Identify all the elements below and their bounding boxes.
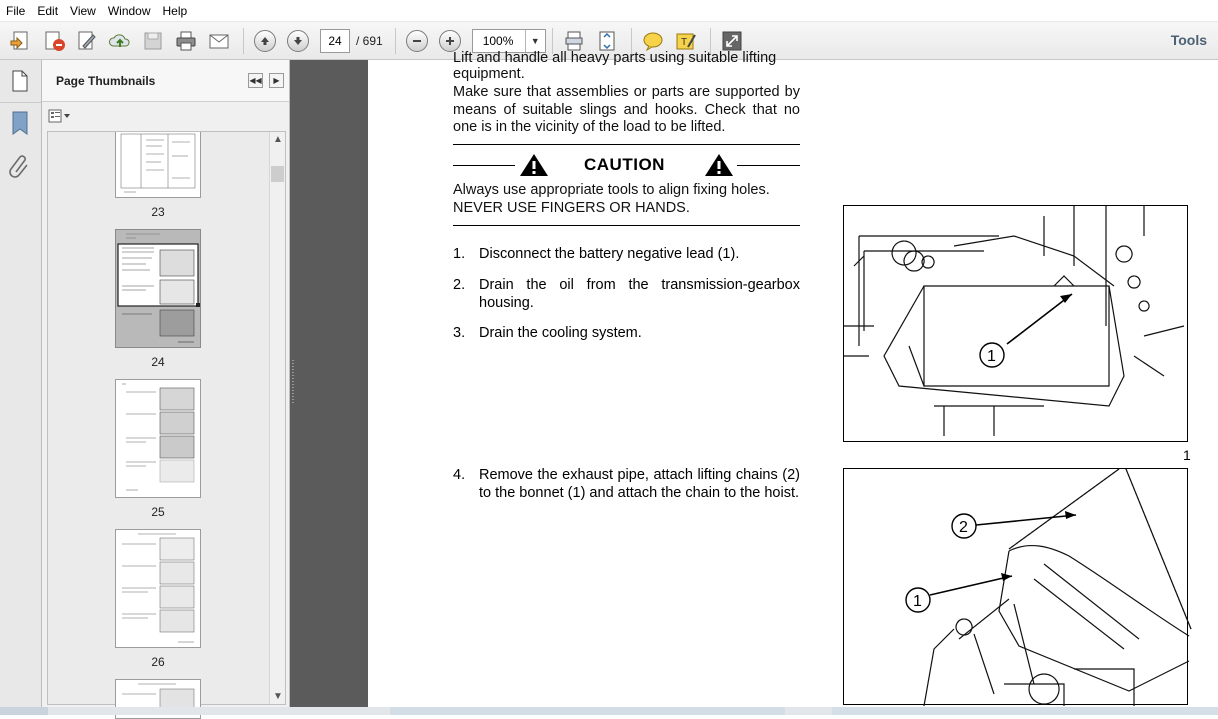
battery-illustration	[844, 206, 1189, 443]
page-total: / 691	[356, 33, 383, 48]
save-button[interactable]	[138, 26, 168, 56]
figure-battery	[843, 205, 1188, 442]
zoom-out-button[interactable]	[402, 26, 432, 56]
thumbnails-title: Page Thumbnails	[56, 73, 156, 88]
tools-button[interactable]: Tools	[1170, 32, 1207, 48]
thumbnail-page-24[interactable]	[115, 229, 201, 348]
caution-heading	[453, 153, 800, 177]
options-menu-icon	[48, 109, 72, 123]
intro-paragraph: Make sure that assemblies or parts are supported by means of suitable slings and hooks. Check that no one is in the vicinity of the load to be lifted.	[453, 84, 800, 136]
menu-file[interactable]: File	[6, 3, 26, 18]
email-button[interactable]	[204, 26, 234, 56]
thumbnail-label-25: 25	[151, 505, 165, 519]
menu-bar	[0, 0, 1218, 22]
comment-icon	[42, 29, 66, 53]
step-4	[453, 467, 803, 527]
highlight-text-icon	[674, 29, 698, 53]
thumbnail-preview	[116, 530, 200, 647]
thumbnail-label-26: 26	[151, 655, 165, 669]
nav-divider	[0, 102, 42, 103]
scrollbar-thumb[interactable]	[271, 166, 284, 182]
step-2	[453, 277, 803, 317]
thumbnail-page-25[interactable]	[115, 379, 201, 498]
double-chevron-left-icon: ◀◀	[249, 76, 262, 85]
upload-cloud-icon	[108, 29, 132, 53]
previous-page-icon	[254, 30, 276, 52]
bookmark-icon	[10, 110, 30, 136]
bookmarks-button[interactable]	[9, 110, 31, 136]
expand-panel-button[interactable]	[269, 73, 284, 88]
page-thumbnails-button[interactable]	[9, 68, 31, 94]
thumbnail-preview	[116, 230, 200, 347]
collapse-panel-button[interactable]	[248, 73, 263, 88]
thumbnail-label-23: 23	[151, 205, 165, 219]
chevron-right-icon: ▶	[273, 76, 280, 85]
step-3	[453, 325, 803, 345]
step-number: 4.	[453, 467, 466, 483]
panel-splitter[interactable]	[291, 60, 295, 707]
thumbnails-header	[42, 60, 289, 102]
print-icon	[174, 29, 198, 53]
page-thumbnails-icon	[10, 69, 30, 93]
upload-button[interactable]	[105, 26, 135, 56]
fit-width-icon	[562, 29, 586, 53]
step-number: 2.	[453, 277, 466, 293]
page-number-input[interactable]: 24	[320, 29, 350, 53]
figure1-callout: 1	[987, 348, 996, 365]
step-text: Drain the oil from the transmission-gearbox housing.	[479, 277, 800, 311]
sign-button[interactable]	[72, 26, 102, 56]
menu-help[interactable]: Help	[162, 3, 188, 18]
thumbnail-preview	[116, 680, 200, 710]
toolbar-divider	[395, 28, 396, 54]
taskbar-segment	[832, 707, 1218, 715]
create-pdf-button[interactable]	[6, 26, 36, 56]
warning-icon	[704, 153, 734, 177]
toolbar-divider	[243, 28, 244, 54]
zoom-out-icon	[406, 30, 428, 52]
scroll-up-icon[interactable]: ▲	[273, 134, 283, 145]
email-icon	[207, 29, 231, 53]
figure-1-number: 1	[1183, 447, 1191, 463]
thumbnail-scrollbar[interactable]	[269, 132, 285, 704]
thumbnail-label-24: 24	[151, 355, 165, 369]
figure-bonnet-lift	[843, 468, 1188, 705]
intro-line-1: Lift and handle all heavy parts using suitable lifting	[453, 50, 777, 66]
bonnet-lift-illustration	[844, 469, 1189, 706]
thumbnail-preview	[116, 380, 200, 497]
document-page	[368, 50, 1218, 707]
caution-title: CAUTION	[584, 155, 665, 174]
zoom-value: 100%	[482, 33, 514, 48]
thumbnail-list[interactable]	[47, 131, 286, 705]
step-text: Drain the cooling system.	[479, 325, 642, 341]
taskbar-strip	[0, 707, 1218, 715]
caution-bottom-rule	[453, 225, 800, 226]
document-viewport[interactable]	[290, 50, 1218, 707]
intro-line-2: equipment.	[453, 66, 525, 82]
thumbnail-options-button[interactable]	[48, 108, 72, 124]
fullscreen-icon	[720, 29, 744, 53]
caution-text-1: Always use appropriate tools to align fixing holes.	[453, 182, 770, 198]
next-page-button[interactable]	[283, 26, 313, 56]
sticky-note-icon	[641, 29, 665, 53]
step-number: 1.	[453, 246, 466, 262]
zoom-in-icon	[439, 30, 461, 52]
caution-rule-left	[453, 165, 515, 166]
menu-window[interactable]: Window	[107, 3, 151, 18]
menu-view[interactable]: View	[70, 3, 96, 18]
comment-button[interactable]	[39, 26, 69, 56]
thumbnail-preview	[116, 132, 200, 196]
menu-edit[interactable]: Edit	[37, 3, 59, 18]
thumbnail-page-26[interactable]	[115, 529, 201, 648]
scroll-down-icon[interactable]: ▼	[273, 691, 283, 702]
next-page-icon	[287, 30, 309, 52]
step-1	[453, 246, 803, 266]
zoom-select[interactable]	[472, 29, 546, 53]
caution-rule-right	[737, 165, 800, 166]
svg-text:T: T	[680, 36, 687, 48]
attachments-button[interactable]	[9, 152, 31, 178]
navigation-pane	[0, 60, 42, 715]
figure2-callout-1: 1	[913, 593, 922, 610]
previous-page-button[interactable]	[250, 26, 280, 56]
paperclip-icon	[10, 152, 30, 178]
warning-icon	[519, 153, 549, 177]
print-button[interactable]	[171, 26, 201, 56]
create-pdf-icon	[9, 29, 33, 53]
save-icon	[141, 29, 165, 53]
caution-top-rule	[453, 144, 800, 145]
figure2-callout-2: 2	[959, 519, 968, 536]
step-text: Disconnect the battery negative lead (1).	[479, 246, 740, 262]
sign-icon	[75, 29, 99, 53]
taskbar-segment	[0, 707, 48, 715]
step-number: 3.	[453, 325, 466, 341]
thumbnail-page-23[interactable]	[115, 132, 201, 198]
step-text: Remove the exhaust pipe, attach lifting chains (2) to the bonnet (1) and attach the chain to the hoist.	[479, 467, 800, 501]
chevron-down-icon[interactable]: ▼	[525, 30, 545, 52]
caution-text-2: NEVER USE FINGERS OR HANDS.	[453, 200, 690, 216]
thumbnails-panel	[42, 60, 290, 715]
taskbar-segment	[390, 707, 785, 715]
fit-page-icon	[595, 29, 619, 53]
